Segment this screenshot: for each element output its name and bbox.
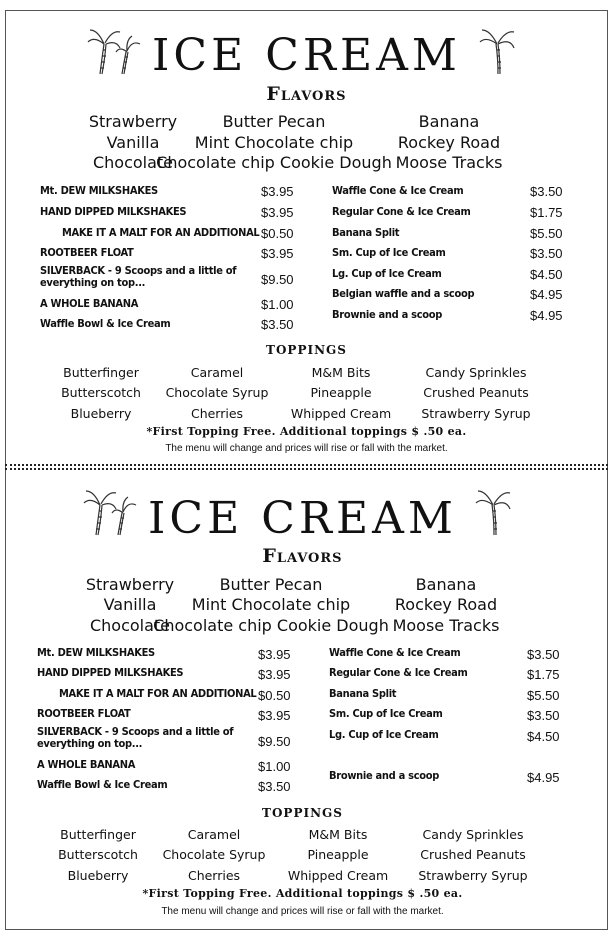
menu-item-price: $3.95 (261, 246, 294, 261)
topping-item: Strawberry Syrup (418, 868, 528, 883)
flavor-item: Moose Tracks (395, 153, 503, 172)
menu-title: ICE CREAM (152, 30, 461, 81)
flavor-item: Chocolate chip Cookie Dough (153, 616, 389, 635)
menu-item-name: Belgian waffle and a scoop (332, 287, 475, 300)
topping-item: Butterfinger (60, 827, 136, 842)
topping-item: Crushed Peanuts (423, 385, 529, 400)
topping-item: Butterscotch (61, 385, 141, 400)
menu-item-name: Sm. Cup of Ice Cream (332, 246, 446, 259)
menu-item-price: $3.50 (530, 246, 563, 261)
menu-item-name: Waffle Cone & Ice Cream (329, 646, 461, 659)
flavor-item: Strawberry (88, 112, 178, 131)
menu-item-price: $1.75 (527, 667, 560, 682)
topping-item: Crushed Peanuts (420, 847, 526, 862)
menu-item-price: $3.95 (258, 667, 291, 682)
menu-item-price: $3.50 (527, 708, 560, 723)
flavor-item: Strawberry (85, 575, 175, 594)
toppings-note: *First Topping Free. Additional toppings $ .50 ea. (146, 425, 467, 438)
topping-item: Blueberry (70, 406, 132, 421)
flavor-item: Moose Tracks (392, 616, 500, 635)
menu-item-name: ROOTBEER FLOAT (37, 707, 131, 720)
menu-item-price: $5.50 (527, 688, 560, 703)
menu-item-name: SILVERBACK - 9 Scoops and a little of everything on top... (37, 725, 234, 750)
menu-item-name: Mt. DEW MILKSHAKES (37, 646, 155, 659)
menu-item-price: $0.50 (258, 688, 291, 703)
flavor-item: Rockey Road (394, 595, 498, 614)
menu-item-name: A WHOLE BANANA (40, 297, 139, 310)
menu-item-price: $3.95 (258, 708, 291, 723)
menu-item-name: HAND DIPPED MILKSHAKES (37, 666, 184, 679)
topping-item: Chocolate Syrup (162, 847, 266, 862)
flavor-item: Rockey Road (397, 133, 501, 152)
topping-item: Whipped Cream (287, 868, 389, 883)
topping-item: Butterscotch (58, 847, 138, 862)
menu-item-name: MAKE IT A MALT FOR AN ADDITIONAL (59, 687, 257, 700)
flavor-item: Chocolate (89, 616, 171, 635)
topping-item: Caramel (187, 827, 241, 842)
flavor-item: Mint Chocolate chip (191, 595, 351, 614)
menu-item-price: $1.00 (261, 297, 294, 312)
flavor-item: Chocolate chip Cookie Dough (156, 153, 392, 172)
topping-item: Whipped Cream (290, 406, 392, 421)
menu-item-name: HAND DIPPED MILKSHAKES (40, 205, 187, 218)
menu-item-name: Brownie and a scoop (332, 308, 443, 321)
topping-item: Butterfinger (63, 365, 139, 380)
menu-item-name: Waffle Bowl & Ice Cream (37, 778, 168, 791)
menu-item-price: $4.95 (527, 770, 560, 785)
menu-item-name: SILVERBACK - 9 Scoops and a little of everything on top... (40, 264, 237, 289)
menu-item-price: $9.50 (258, 734, 291, 749)
menu-item-name: Waffle Bowl & Ice Cream (40, 317, 171, 330)
menu-item-price: $4.95 (530, 287, 563, 302)
menu-item-name: Brownie and a scoop (329, 769, 440, 782)
menu-item-price: $3.50 (261, 317, 294, 332)
menu-item-name: ROOTBEER FLOAT (40, 246, 134, 259)
menu-item-name: A WHOLE BANANA (37, 758, 136, 771)
menu-item-price: $3.95 (261, 205, 294, 220)
menu-item-name: Mt. DEW MILKSHAKES (40, 184, 158, 197)
price-disclaimer: The menu will change and prices will rise or fall with the market. (165, 443, 448, 454)
topping-item: Pineapple (310, 385, 372, 400)
flavor-item: Vanilla (103, 595, 157, 614)
menu-item-name: Regular Cone & Ice Cream (329, 666, 468, 679)
topping-item: Chocolate Syrup (165, 385, 269, 400)
menu-item-name: Regular Cone & Ice Cream (332, 205, 471, 218)
toppings-heading: TOPPINGS (262, 806, 343, 820)
menu-item-name: Banana Split (332, 226, 400, 239)
topping-item: Candy Sprinkles (425, 365, 527, 380)
menu-item-name: Sm. Cup of Ice Cream (329, 707, 443, 720)
menu-item-name: Banana Split (329, 687, 397, 700)
menu-item-name: MAKE IT A MALT FOR AN ADDITIONAL (62, 226, 260, 239)
menu-item-price: $5.50 (530, 226, 563, 241)
menu-item-price: $3.95 (258, 647, 291, 662)
menu-item-name: Waffle Cone & Ice Cream (332, 184, 464, 197)
topping-item: Caramel (190, 365, 244, 380)
topping-item: Cherries (190, 406, 244, 421)
flavor-item: Vanilla (106, 133, 160, 152)
menu-item-price: $1.75 (530, 205, 563, 220)
topping-item: Blueberry (67, 868, 129, 883)
topping-item: Strawberry Syrup (421, 406, 531, 421)
flavor-item: Butter Pecan (219, 575, 323, 594)
topping-item: Candy Sprinkles (422, 827, 524, 842)
menu-item-price: $3.50 (258, 779, 291, 794)
topping-item: Cherries (187, 868, 241, 883)
flavor-item: Chocolate (92, 153, 174, 172)
menu-item-price: $1.00 (258, 759, 291, 774)
topping-item: M&M Bits (311, 365, 371, 380)
menu-item-price: $9.50 (261, 272, 294, 287)
menu-item-price: $3.50 (530, 184, 563, 199)
menu-item-name: Lg. Cup of Ice Cream (332, 267, 442, 280)
cut-line-divider (5, 464, 608, 470)
menu-item-price: $4.95 (530, 308, 563, 323)
topping-item: M&M Bits (308, 827, 368, 842)
price-disclaimer: The menu will change and prices will rise or fall with the market. (161, 906, 444, 917)
flavor-item: Banana (415, 575, 477, 594)
flavor-item: Mint Chocolate chip (194, 133, 354, 152)
menu-title: ICE CREAM (148, 493, 457, 544)
topping-item: Pineapple (307, 847, 369, 862)
flavor-item: Butter Pecan (222, 112, 326, 131)
menu-item-price: $3.50 (527, 647, 560, 662)
menu-item-price: $4.50 (527, 729, 560, 744)
menu-item-price: $3.95 (261, 184, 294, 199)
menu-item-name: Lg. Cup of Ice Cream (329, 728, 439, 741)
flavors-heading: Flavors (262, 545, 343, 567)
menu-item-price: $4.50 (530, 267, 563, 282)
menu-item-price: $0.50 (261, 226, 294, 241)
flavors-heading: Flavors (266, 83, 347, 105)
toppings-heading: TOPPINGS (266, 343, 347, 357)
toppings-note: *First Topping Free. Additional toppings $ .50 ea. (142, 887, 463, 900)
flavor-item: Banana (418, 112, 480, 131)
